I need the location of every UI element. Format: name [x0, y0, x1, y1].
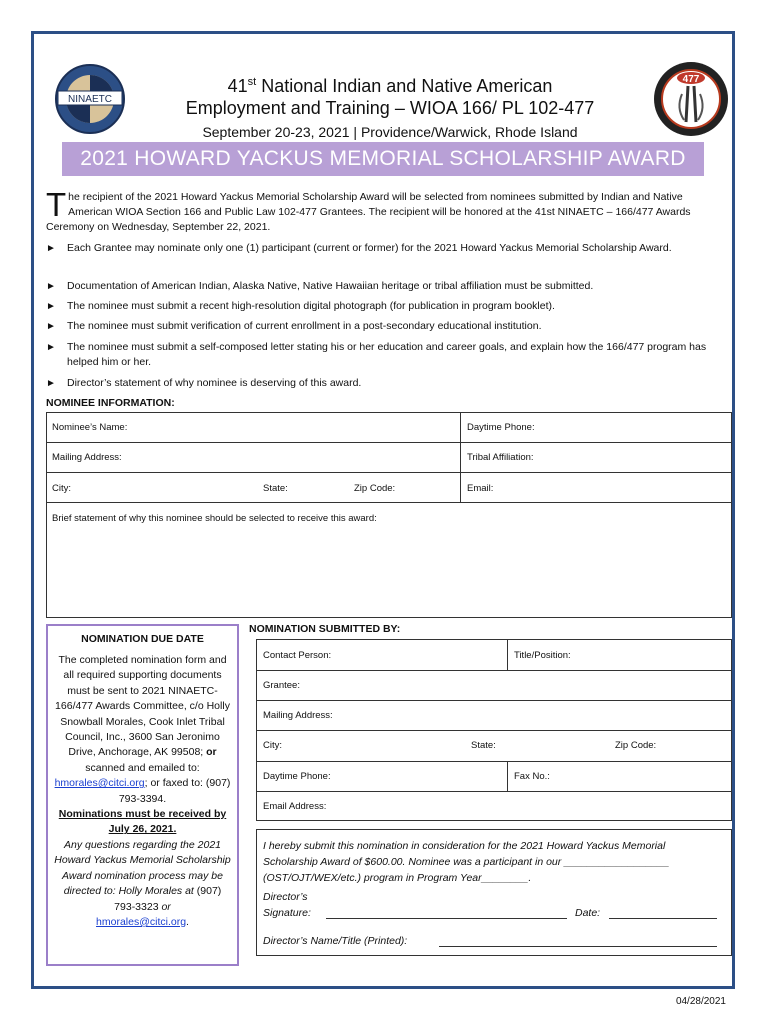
title-position-field[interactable]: Title/Position:	[514, 650, 571, 661]
nominee-email-field[interactable]: Email:	[467, 483, 494, 494]
conference-title-line1: 41st National Indian and Native American	[227, 76, 553, 96]
nominee-phone-field[interactable]: Daytime Phone:	[467, 422, 535, 433]
submitter-zip-field[interactable]: Zip Code:	[615, 740, 657, 751]
conference-title-line2: Employment and Training – WIOA 166/ PL 102-477	[185, 98, 595, 118]
submitter-city-field[interactable]: City:	[263, 740, 282, 751]
arrow-bullet-icon: ►	[46, 342, 56, 353]
nominee-city-field[interactable]: City:	[52, 483, 71, 494]
nominee-mailing-address-field[interactable]: Mailing Address:	[52, 452, 122, 463]
nominee-zip-field[interactable]: Zip Code:	[354, 483, 396, 494]
name-title-label: Director’s Name/Title (Printed):	[263, 935, 408, 947]
drop-cap: T	[46, 186, 67, 223]
conference-dates: September 20-23, 2021 | Providence/Warwick, Rhode Island	[202, 124, 578, 140]
deadline-text: Nominations must be received by July 26, 2021.	[58, 808, 227, 836]
nominee-name-field[interactable]: Nominee’s Name:	[52, 422, 128, 433]
grantee-field[interactable]: Grantee:	[263, 680, 300, 691]
name-title-line[interactable]	[439, 946, 717, 947]
submitter-mailing-address-field[interactable]: Mailing Address:	[263, 710, 333, 721]
svg-text:NINAETC: NINAETC	[68, 94, 112, 105]
date-line[interactable]	[609, 918, 717, 919]
certification-line2: Scholarship Award of $600.00. Nominee was a participant in our __________________	[263, 856, 670, 868]
revision-date: 04/28/2021	[675, 996, 726, 1007]
date-label: Date:	[575, 907, 601, 919]
arrow-bullet-icon: ►	[46, 243, 56, 254]
pl-477-tribal-logo	[652, 60, 730, 138]
requirement-item: ► Each Grantee may nominate only one (1) participant (current or former) for the 2021 Howard Yackus Memorial Scholarship Award.	[46, 242, 672, 254]
nominee-tribal-affiliation-field[interactable]: Tribal Affiliation:	[467, 452, 534, 463]
arrow-bullet-icon: ►	[46, 378, 56, 389]
certification-line1: I hereby submit this nomination in consideration for the 2021 Howard Yackus Memorial	[263, 840, 666, 852]
contact-person-field[interactable]: Contact Person:	[263, 650, 332, 661]
nominee-state-field[interactable]: State:	[263, 483, 288, 494]
arrow-bullet-icon: ►	[46, 281, 56, 292]
submitter-state-field[interactable]: State:	[471, 740, 496, 751]
due-date-title: NOMINATION DUE DATE	[81, 633, 204, 645]
ninaetc-logo	[54, 63, 126, 135]
due-date-instructions: The completed nomination form and all required supporting documents must be sent to 2021 NINAETC-166/477 Awards Committee, c/o Holly Snowball Morales, Cook Inlet Tribal Council, Inc., 3600 San Jeronimo Drive, Anchorage, AK 99508; or scanned and emailed to: hmorales@citci.org; or faxed to: (907) 793-3394. Nominations must be received by July 26, 2021. Any questions regarding the 2021 Howard Yackus Memorial Scholarship Award nomination process may be directed to: Holly Morales at (907) 793-3323 or hmorales@citci.org.	[54, 654, 231, 928]
submitter-phone-field[interactable]: Daytime Phone:	[263, 771, 331, 782]
nominee-statement-field[interactable]: Brief statement of why this nominee should be selected to receive this award:	[52, 513, 377, 524]
fax-field[interactable]: Fax No.:	[514, 771, 550, 782]
svg-text:477: 477	[682, 74, 700, 85]
award-banner: 2021 HOWARD YACKUS MEMORIAL SCHOLARSHIP AWARD	[62, 142, 704, 176]
signature-label: Signature:	[263, 907, 311, 919]
email-link[interactable]: hmorales@citci.org	[54, 777, 145, 790]
submitted-by-heading: NOMINATION SUBMITTED BY:	[249, 623, 401, 635]
arrow-bullet-icon: ►	[46, 321, 56, 332]
nominee-info-heading: NOMINEE INFORMATION:	[46, 397, 175, 409]
submitter-email-field[interactable]: Email Address:	[263, 801, 327, 812]
email-link[interactable]: hmorales@citci.org	[96, 915, 187, 928]
directors-label: Director’s	[263, 891, 308, 903]
signature-line[interactable]	[326, 918, 567, 919]
intro-paragraph: The recipient of the 2021 Howard Yackus Memorial Scholarship Award will be selected from nominees submitted by Indian and Native American WIOA Section 166 and Public Law 102-477 Grantees. The recipient will be honored at the 41st NINAETC – 166/477 Awards Ceremony on Wednesday, September 22, 2021.	[46, 186, 691, 233]
certification-line3: (OST/OJT/WEX/etc.) program in Program Year________.	[263, 872, 532, 884]
arrow-bullet-icon: ►	[46, 301, 56, 312]
